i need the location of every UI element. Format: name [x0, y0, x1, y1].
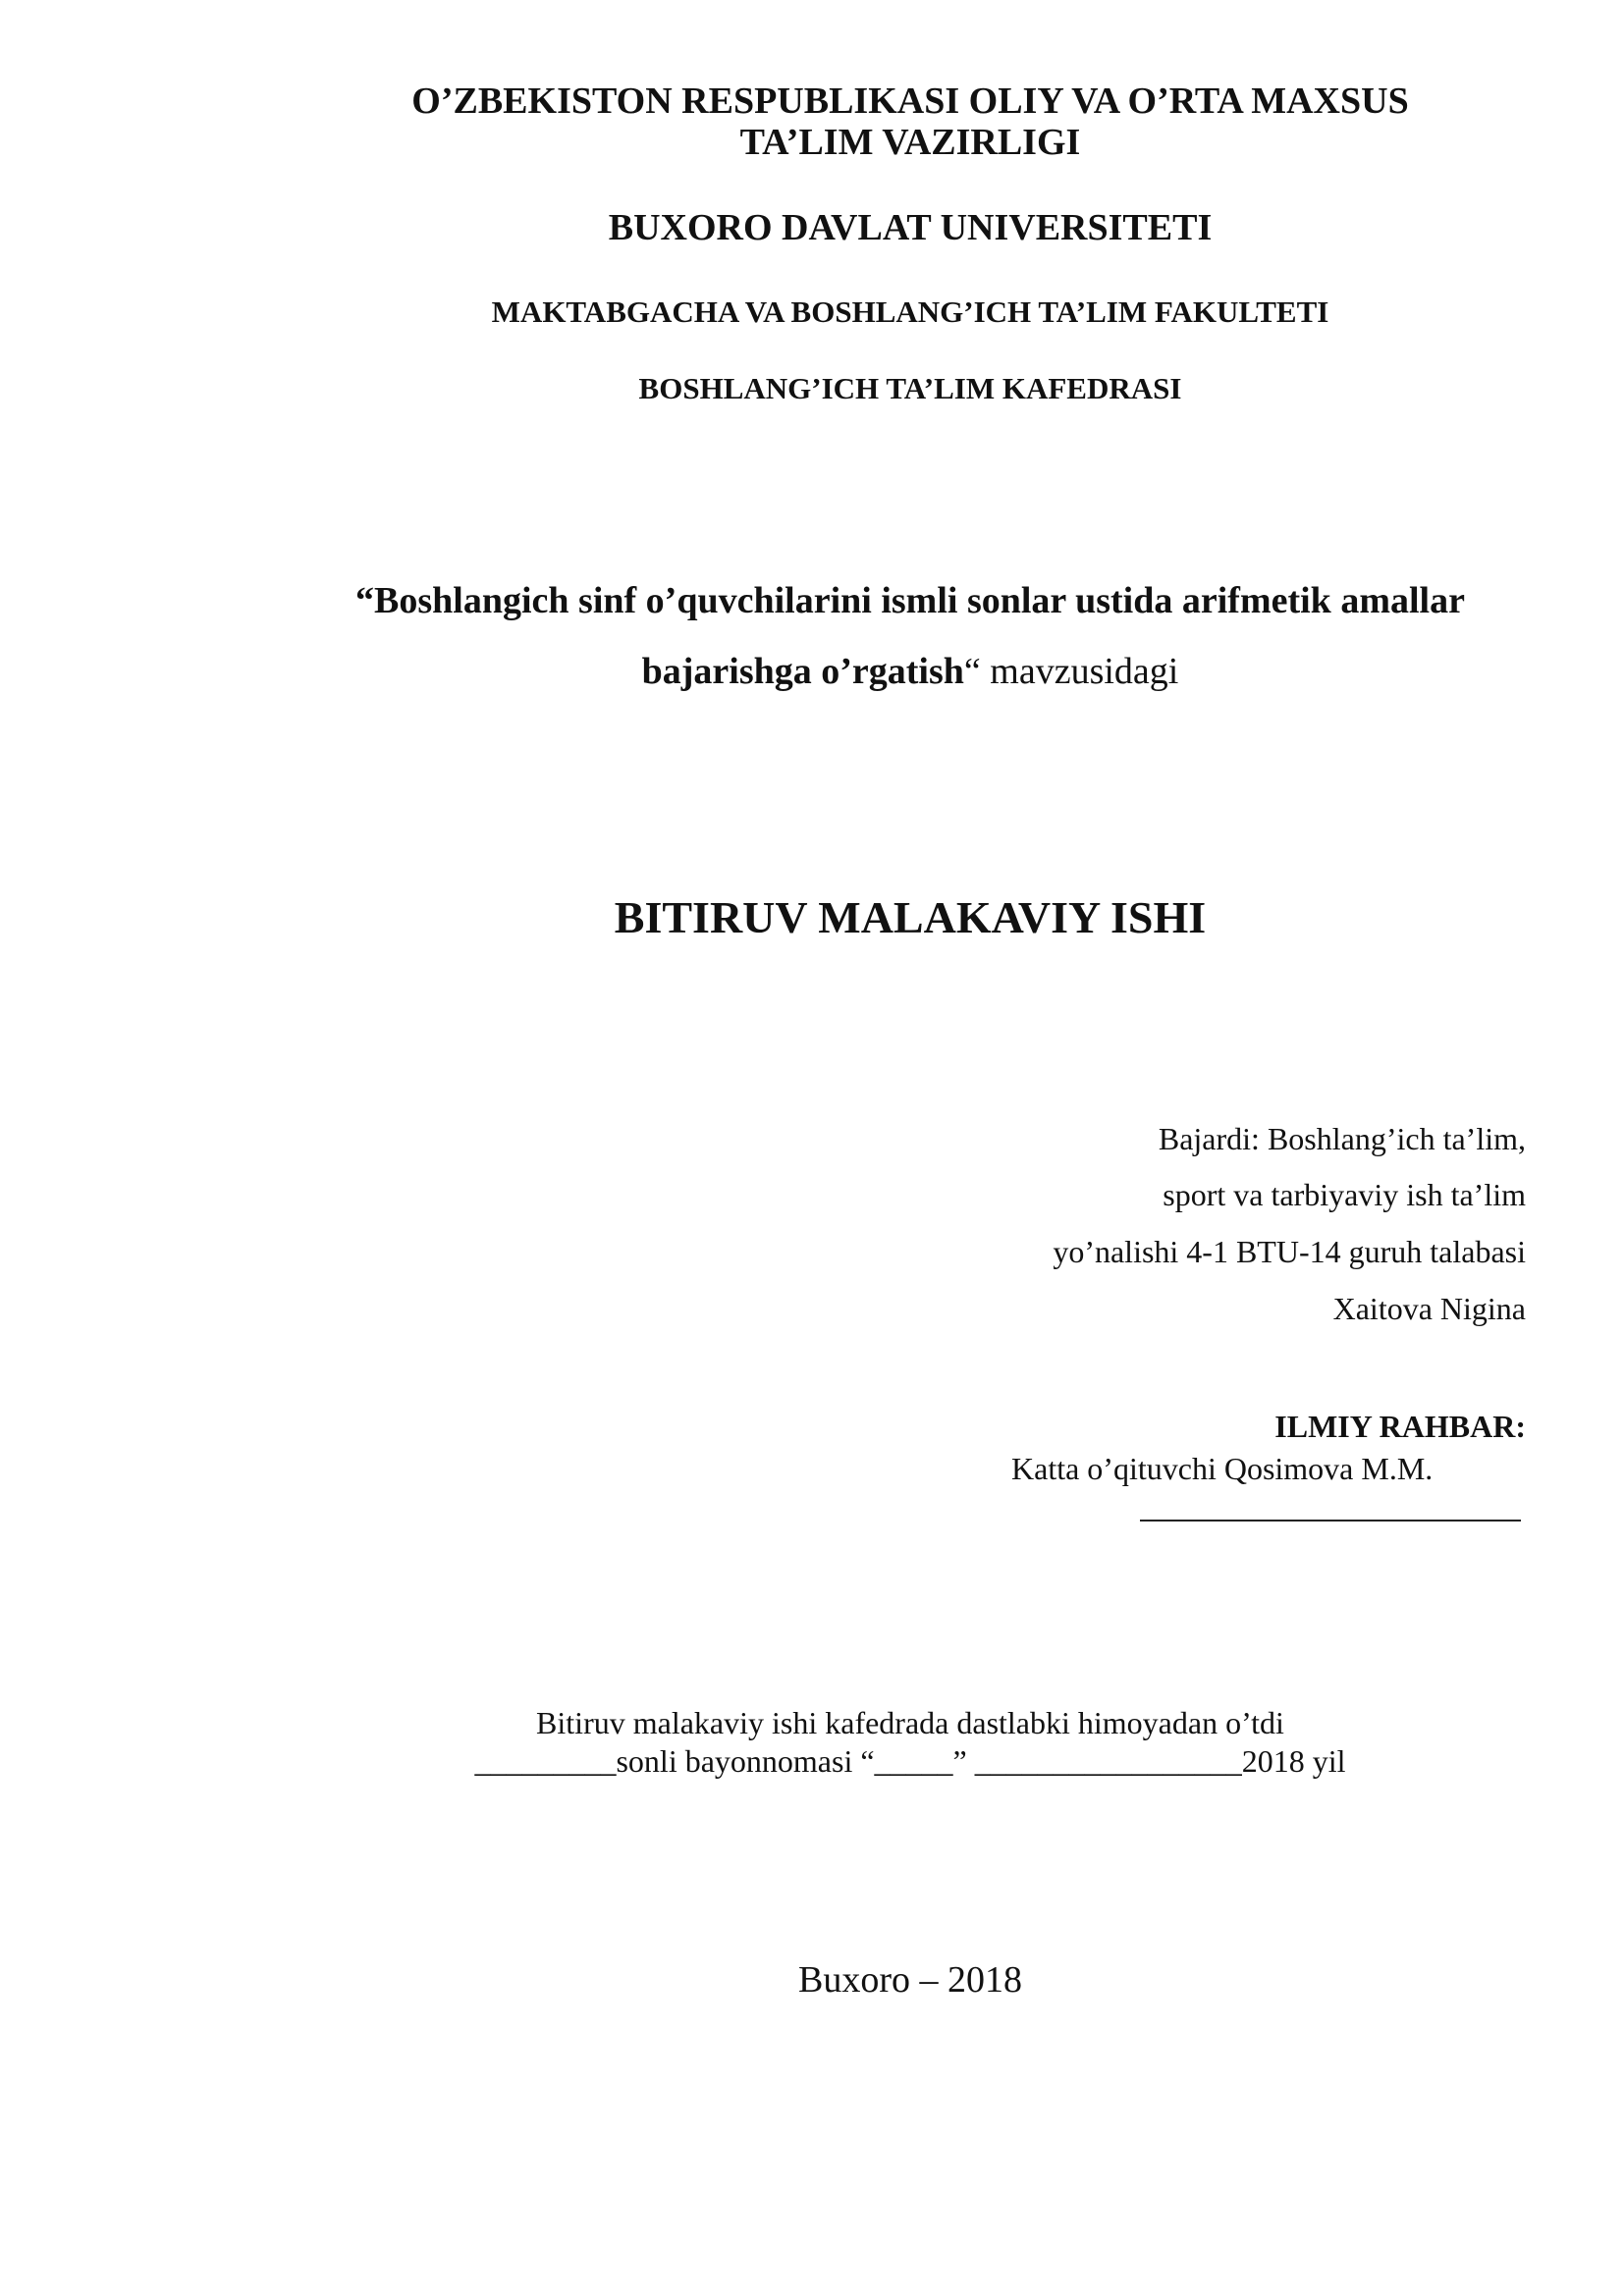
- ministry-line-2: TA’LIM VAZIRLIGI: [739, 122, 1081, 163]
- author-line-2: sport va tarbiyaviy ish ta’lim: [1163, 1177, 1526, 1212]
- department-name: BOSHLANG’ICH TA’LIM KAFEDRASI: [638, 371, 1182, 405]
- signature-line: [1140, 1520, 1521, 1522]
- topic-line-2: [0, 650, 1624, 693]
- defense-line-1: Bitiruv malakaviy ishi kafedrada dastlabki himoyadan o’tdi: [536, 1705, 1284, 1740]
- university-name: BUXORO DAVLAT UNIVERSITETI: [608, 207, 1213, 248]
- supervisor-label: ILMIY RAHBAR:: [1274, 1409, 1526, 1444]
- author-line-3: yo’nalishi 4-1 BTU-14 guruh talabasi: [1053, 1234, 1526, 1269]
- city-year: Buxoro – 2018: [798, 1959, 1022, 2001]
- topic-line-2-rest: “ mavzusidagi: [963, 651, 1179, 692]
- defense-line-2: _________sonli bayonnomasi “_____” _________________2018 yil: [474, 1743, 1346, 1779]
- author-line-1: Bajardi: Boshlang’ich ta’lim,: [1158, 1121, 1526, 1156]
- thesis-type-title: BITIRUV MALAKAVIY ISHI: [614, 892, 1207, 942]
- ministry-line-1: O’ZBEKISTON RESPUBLIKASI OLIY VA O’RTA MAXSUS: [411, 80, 1409, 122]
- supervisor-name: Katta o’qituvchi Qosimova M.M.: [1011, 1451, 1434, 1486]
- topic-line-2-bold: bajarishga o’rgatish: [641, 651, 964, 692]
- topic-line-1: “Boshlangich sinf o’quvchilarini ismli sonlar ustida arifmetik amallar: [355, 580, 1465, 621]
- author-name: Xaitova Nigina: [1332, 1291, 1526, 1326]
- faculty-name: MAKTABGACHA VA BOSHLANG’ICH TA’LIM FAKULTETI: [491, 294, 1329, 329]
